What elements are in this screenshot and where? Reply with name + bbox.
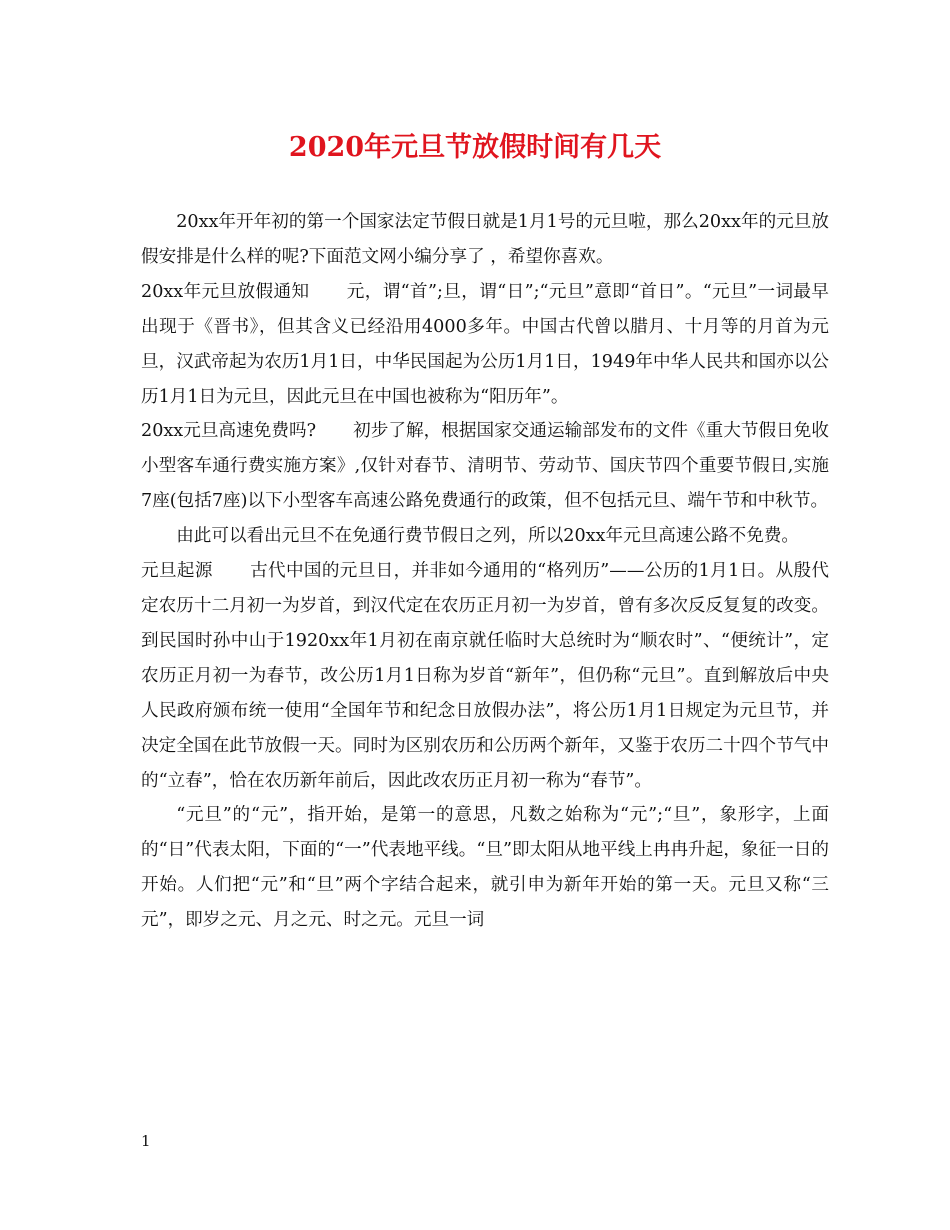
section-heading-highway-toll: 20xx元旦高速免费吗? [141,421,317,442]
section-text-highway-toll: 初步了解，根据国家交通运输部发布的文件《重大节假日免收小型客车通行费实施方案》,仅针对春节、清明节、劳动节、国庆节四个重要节假日,实施7座(包括7座)以下小型客车高速公路免费通行的政策，但不包括元旦、端午节和中秋节。 [141,421,829,512]
section-text-origin: 古代中国的元旦日，并非如今通用的“格列历”——公历的1月1日。从殷代定农历十二月初一为岁首，到汉代定在农历正月初一为岁首，曾有多次反反复复的改变。到民国时孙中山于1920xx年1月初在南京就任临时大总统时为“顺农时”、“便统计”，定农历正月初一为春节，改公历1月1日称为岁首“新年”，但仍称“元旦”。直到解放后中央人民政府颁布统一使用“全国年节和纪念日放假办法”，将公历1月1日规定为元旦节，并决定全国在此节放假一天。同时为区别农历和公历两个新年，又鉴于农历二十四个节气中的“立春”，恰在农历新年前后，因此改农历正月初一称为“春节”。 [141,561,829,791]
paragraph-highway-toll [141,414,829,519]
paragraph-intro: 20xx年开年初的第一个国家法定节假日就是1月1号的元旦啦，那么20xx年的元旦放假安排是什么样的呢?下面范文网小编分享了 ，希望你喜欢。 [141,212,829,267]
paragraph-origin [141,554,829,798]
paragraph-holiday-notice [141,275,829,415]
document-body [141,205,829,938]
page-number: 1 [141,1132,151,1150]
page-title: 2020年元旦节放假时间有几天 [288,132,662,163]
section-heading-holiday-notice: 20xx年元旦放假通知 [141,281,310,302]
paragraph-toll-conclusion: 由此可以看出元旦不在免通行费节假日之列，所以20xx年元旦高速公路不免费。 [176,526,800,547]
section-heading-origin: 元旦起源 [141,561,213,582]
section-text-holiday-notice: 元，谓“首”;旦，谓“日”;“元旦”意即“首日”。“元旦”一词最早出现于《晋书》，但其含义已经沿用4000多年。中国古代曾以腊月、十月等的月首为元旦，汉武帝起为农历1月1日，中华民国起为公历1月1日，1949年中华人民共和国亦以公历1月1日为元旦，因此元旦在中国也被称为“阳历年”。 [141,281,829,407]
paragraph-meaning: “元旦”的“元”，指开始，是第一的意思，凡数之始称为“元”;“旦”，象形字，上面的“日”代表太阳，下面的“一”代表地平线。“旦”即太阳从地平线上冉冉升起，象征一日的开始。人们把“元”和“旦”两个字结合起来，就引申为新年开始的第一天。元旦又称“三元”，即岁之元、月之元、时之元。元旦一词 [141,805,829,931]
